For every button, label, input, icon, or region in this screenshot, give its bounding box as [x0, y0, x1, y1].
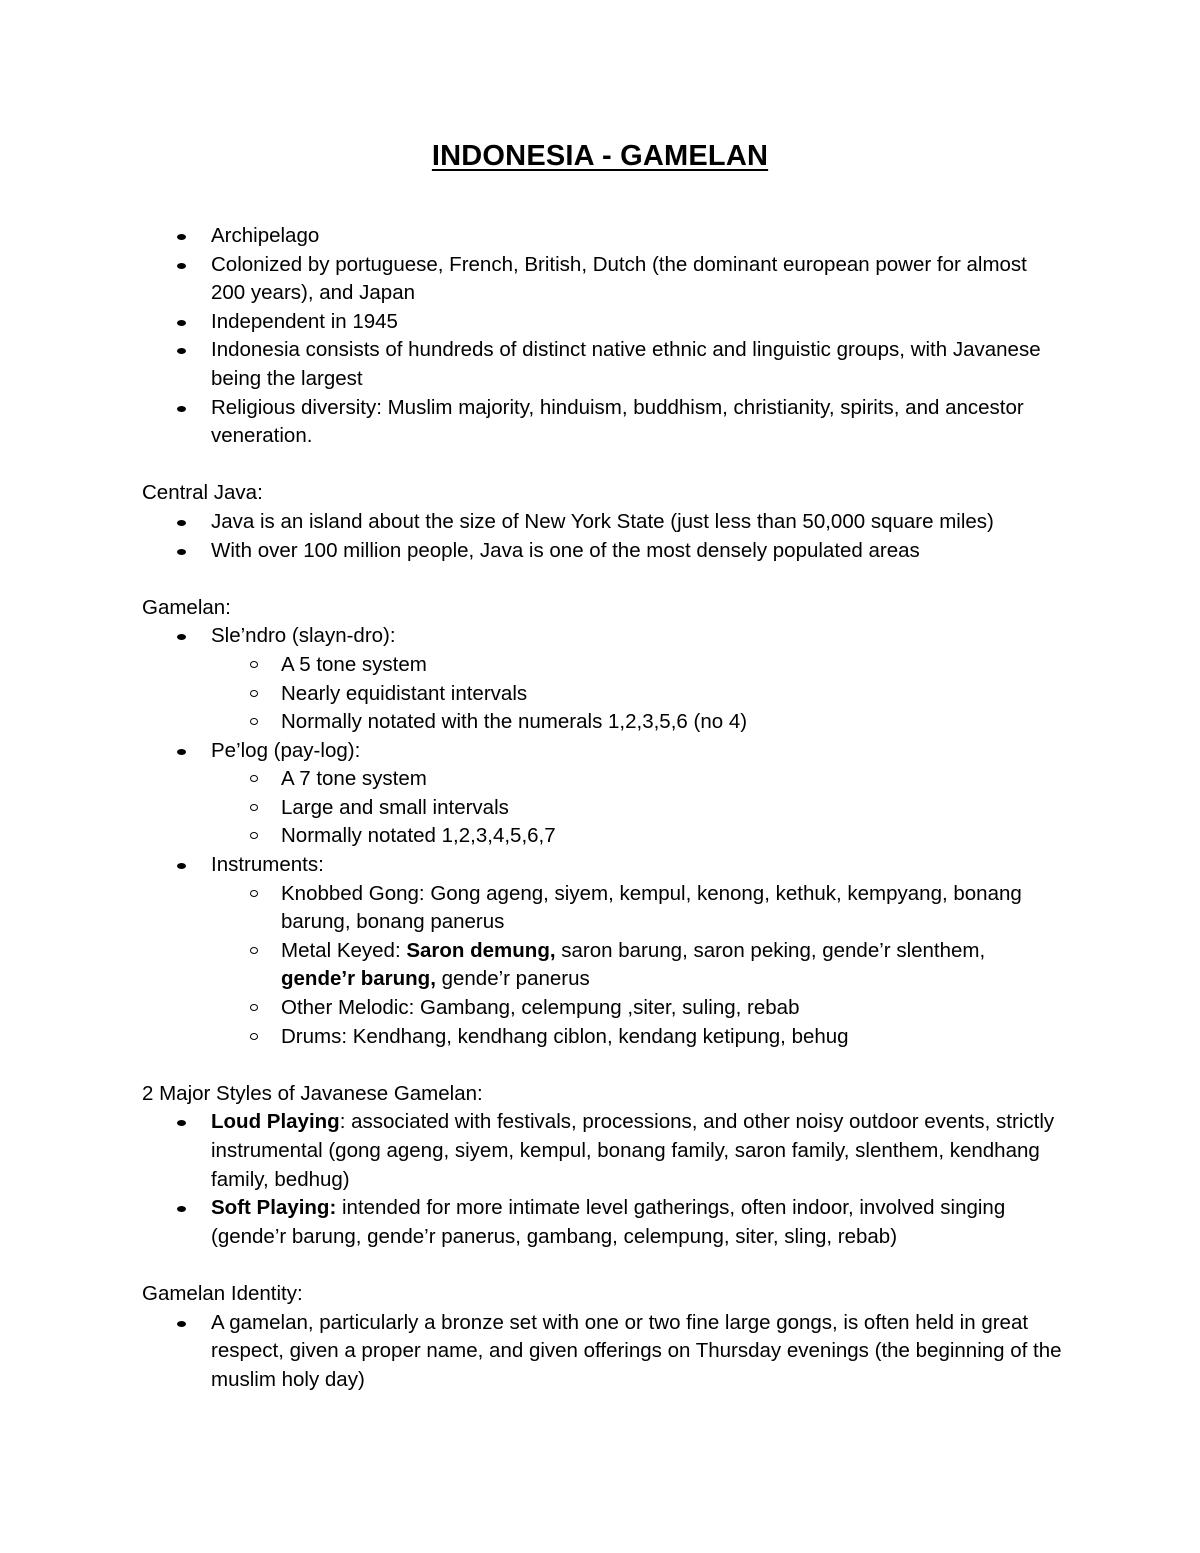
bullet-icon [177, 749, 186, 755]
circle-bullet-icon [250, 661, 258, 668]
pelog-sublist [211, 765, 1062, 851]
list-item: A gamelan, particularly a bronze set with one or two fine large gongs, is often held in great respect, given a proper name, and given offerings on Thursday evenings (the beginning of the muslim holy day) [142, 1309, 1062, 1395]
gamelan-list [142, 622, 1062, 1051]
section-heading-identity: Gamelan Identity: [142, 1281, 303, 1305]
intro-list [142, 222, 1062, 451]
sublist-item: Normally notated 1,2,3,4,5,6,7 [211, 822, 1062, 851]
bullet-icon [177, 520, 186, 526]
sublist-item: Other Melodic: Gambang, celempung ,siter, suling, rebab [211, 994, 1062, 1023]
sublist-item: Large and small intervals [211, 794, 1062, 823]
identity-list [142, 1309, 1062, 1395]
bullet-icon [177, 1206, 186, 1212]
instruments-sublist [211, 880, 1062, 1052]
list-item: Archipelago [142, 222, 1062, 251]
circle-bullet-icon [250, 690, 258, 697]
bullet-icon [177, 1321, 186, 1327]
list-item: Instruments: Knobbed Gong: Gong ageng, siyem, kempul, kenong, kethuk, kempyang, bonang barung, bonang panerus Metal Keyed: Saron demung, saron barung, saron peking, gende’r slenthem, gende’r barung, gende’r panerus Other Melodic: Gambang, celempung ,siter, suling, rebab Drums: Kendhang, kendhang ciblon, kendang ketipung, behug [142, 851, 1062, 1051]
circle-bullet-icon [250, 890, 258, 897]
sublist-item: Nearly equidistant intervals [211, 680, 1062, 709]
sublist-item: Knobbed Gong: Gong ageng, siyem, kempul, kenong, kethuk, kempyang, bonang barung, bonang panerus [211, 880, 1062, 937]
list-item: Colonized by portuguese, French, British, Dutch (the dominant european power for almost 200 years), and Japan [142, 251, 1062, 308]
bullet-icon [177, 263, 186, 269]
list-item: Religious diversity: Muslim majority, hinduism, buddhism, christianity, spirits, and ancestor veneration. [142, 394, 1062, 451]
list-item: Independent in 1945 [142, 308, 1062, 337]
list-item: Indonesia consists of hundreds of distinct native ethnic and linguistic groups, with Javanese being the largest [142, 336, 1062, 393]
bullet-icon [177, 320, 186, 326]
bullet-icon [177, 348, 186, 354]
bullet-icon [177, 234, 186, 240]
page-title: INDONESIA - GAMELAN [431, 140, 769, 172]
list-item: With over 100 million people, Java is one of the most densely populated areas [142, 537, 1062, 566]
bullet-icon [177, 549, 186, 555]
sublist-item: Metal Keyed: Saron demung, saron barung, saron peking, gende’r slenthem, gende’r barung, gende’r panerus [211, 937, 1062, 994]
document-body [142, 222, 1062, 1394]
sublist-item: A 7 tone system [211, 765, 1062, 794]
circle-bullet-icon [250, 775, 258, 782]
bullet-icon [177, 1120, 186, 1126]
section-heading-gamelan: Gamelan: [142, 595, 231, 619]
bullet-icon [177, 634, 186, 640]
bullet-icon [177, 406, 186, 412]
section-heading-central-java: Central Java: [142, 481, 263, 505]
list-item: Soft Playing: intended for more intimate level gatherings, often indoor, involved singing (gende’r barung, gende’r panerus, gambang, celempung, siter, sling, rebab) [142, 1194, 1062, 1251]
sublist-item: A 5 tone system [211, 651, 1062, 680]
circle-bullet-icon [250, 804, 258, 811]
circle-bullet-icon [250, 947, 258, 954]
circle-bullet-icon [250, 718, 258, 725]
slendro-sublist [211, 651, 1062, 737]
list-item: Java is an island about the size of New York State (just less than 50,000 square miles) [142, 508, 1062, 537]
section-heading-styles: 2 Major Styles of Javanese Gamelan: [142, 1081, 483, 1105]
circle-bullet-icon [250, 832, 258, 839]
sublist-item: Drums: Kendhang, kendhang ciblon, kendang ketipung, behug [211, 1023, 1062, 1052]
list-item: Sle’ndro (slayn-dro): A 5 tone system Nearly equidistant intervals Normally notated with the numerals 1,2,3,5,6 (no 4) [142, 622, 1062, 736]
list-item: Loud Playing: associated with festivals, processions, and other noisy outdoor events, strictly instrumental (gong ageng, siyem, kempul, bonang family, saron family, slenthem, kendhang family, bedhug) [142, 1108, 1062, 1194]
central-java-list [142, 508, 1062, 565]
bullet-icon [177, 863, 186, 869]
circle-bullet-icon [250, 1033, 258, 1040]
list-item: Pe’log (pay-log): A 7 tone system Large and small intervals Normally notated 1,2,3,4,5,6,7 [142, 737, 1062, 851]
styles-list [142, 1108, 1062, 1251]
sublist-item: Normally notated with the numerals 1,2,3,5,6 (no 4) [211, 708, 1062, 737]
circle-bullet-icon [250, 1004, 258, 1011]
